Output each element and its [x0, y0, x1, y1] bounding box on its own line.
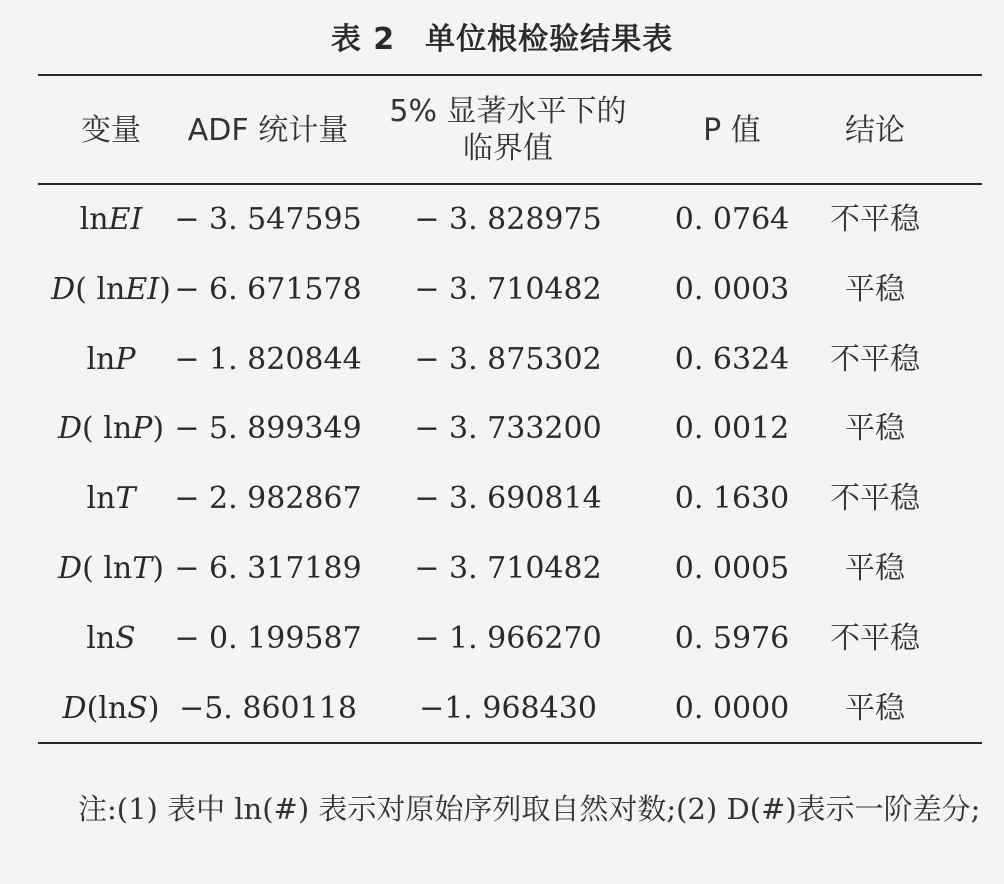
variable-italic-inner: S	[127, 691, 148, 726]
cell-critical-value: −1. 968430	[419, 691, 597, 726]
variable-prefix: ln	[79, 202, 109, 237]
variable-italic: EI	[108, 202, 143, 237]
header-critical-line2: 临界值	[463, 131, 553, 166]
cell-p-value: 0. 0000	[674, 691, 790, 726]
cell-variable	[51, 272, 171, 308]
variable-italic: P	[115, 342, 136, 377]
cell-variable	[63, 691, 160, 727]
cell-p-value: 0. 0764	[674, 202, 790, 237]
variable-close: )	[159, 272, 171, 307]
variable-prefix: ln	[86, 621, 116, 656]
cell-critical-value: − 3. 875302	[414, 342, 602, 377]
variable-italic: S	[115, 621, 136, 656]
cell-critical-value: − 3. 733200	[414, 411, 602, 446]
header-rule	[38, 183, 982, 185]
cell-variable	[58, 551, 164, 587]
header-adf: ADF 统计量	[187, 113, 349, 148]
cell-adf-statistic: − 0. 199587	[174, 621, 362, 656]
cell-conclusion: 不平稳	[830, 621, 920, 656]
variable-italic-inner: P	[132, 411, 153, 446]
header-critical-line1: 5% 显著水平下的	[389, 94, 627, 129]
cell-adf-statistic: − 2. 982867	[174, 481, 362, 516]
cell-p-value: 0. 0003	[674, 272, 790, 307]
variable-prefix: ln	[86, 342, 116, 377]
variable-suffix: ( ln	[75, 272, 126, 307]
bottom-rule	[38, 742, 982, 744]
table-number: 表 2	[330, 22, 396, 57]
cell-p-value: 0. 0012	[674, 411, 790, 446]
cell-adf-statistic: −5. 860118	[179, 691, 357, 726]
cell-variable	[86, 621, 135, 657]
variable-suffix: ( ln	[82, 411, 133, 446]
cell-p-value: 0. 1630	[674, 481, 790, 516]
header-variable: 变量	[81, 113, 141, 148]
cell-adf-statistic: − 3. 547595	[174, 202, 362, 237]
cell-conclusion: 平稳	[845, 411, 905, 446]
variable-suffix: ( ln	[82, 551, 133, 586]
top-rule	[38, 74, 982, 76]
cell-conclusion: 平稳	[845, 272, 905, 307]
variable-italic: D	[57, 411, 82, 446]
variable-italic-inner: EI	[125, 272, 160, 307]
cell-adf-statistic: − 6. 671578	[174, 272, 362, 307]
cell-adf-statistic: − 5. 899349	[174, 411, 362, 446]
table-title-text: 单位根检验结果表	[425, 22, 674, 57]
cell-conclusion: 不平稳	[830, 481, 920, 516]
variable-close: )	[152, 411, 165, 446]
variable-prefix: ln	[86, 481, 116, 516]
cell-p-value: 0. 0005	[674, 551, 790, 586]
variable-suffix: (ln	[86, 691, 128, 726]
cell-variable	[86, 342, 135, 378]
cell-p-value: 0. 6324	[674, 342, 790, 377]
header-conclusion: 结论	[845, 113, 905, 148]
cell-conclusion: 平稳	[845, 691, 905, 726]
cell-critical-value: − 3. 690814	[414, 481, 602, 516]
cell-variable	[87, 481, 136, 517]
variable-italic: D	[51, 272, 76, 307]
table-note: 注:(1) 表中 ln(#) 表示对原始序列取自然对数;(2) D(#)表示一阶差分;	[78, 792, 981, 826]
cell-adf-statistic: − 6. 317189	[174, 551, 362, 586]
header-p-value: P 值	[703, 113, 761, 148]
cell-critical-value: − 3. 828975	[414, 202, 602, 237]
cell-p-value: 0. 5976	[674, 621, 790, 656]
cell-conclusion: 不平稳	[830, 342, 920, 377]
table-title	[0, 14, 1004, 58]
variable-italic: T	[115, 481, 136, 516]
variable-italic: D	[58, 551, 83, 586]
variable-italic-inner: T	[132, 551, 153, 586]
cell-adf-statistic: − 1. 820844	[174, 342, 362, 377]
cell-variable	[58, 411, 164, 447]
variable-close: )	[152, 551, 164, 586]
cell-conclusion: 不平稳	[830, 202, 920, 237]
cell-critical-value: − 3. 710482	[414, 551, 602, 586]
variable-italic: D	[62, 691, 87, 726]
cell-critical-value: − 1. 966270	[414, 621, 602, 656]
cell-conclusion: 平稳	[845, 551, 905, 586]
cell-variable	[80, 202, 143, 238]
cell-critical-value: − 3. 710482	[414, 272, 602, 307]
variable-close: )	[147, 691, 160, 726]
